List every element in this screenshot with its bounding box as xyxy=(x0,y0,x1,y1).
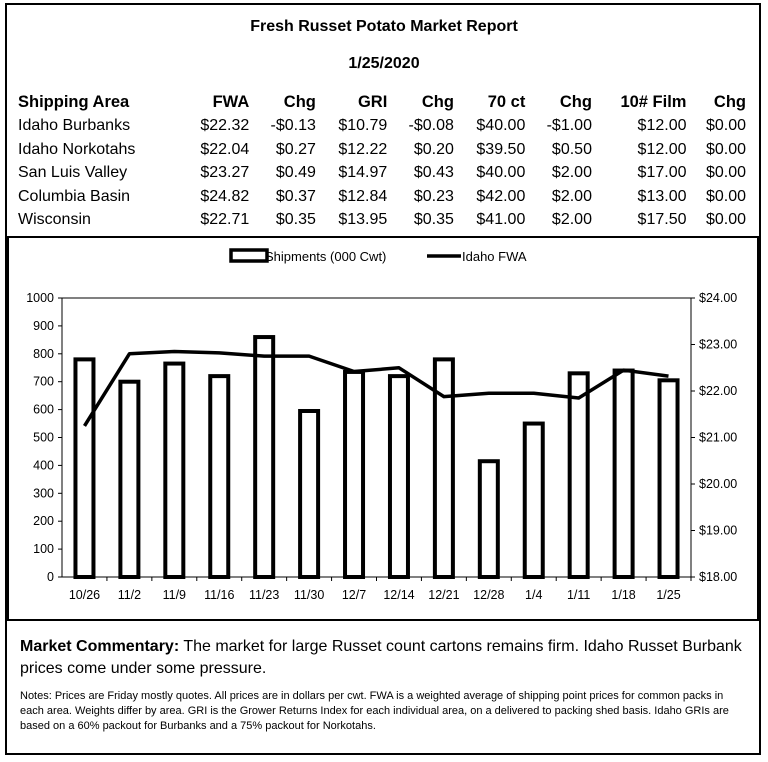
table-cell: Idaho Norkotahs xyxy=(18,140,136,158)
table-cell: Wisconsin xyxy=(18,211,91,229)
shipment-bar xyxy=(165,364,183,577)
x-axis-tick-label: 11/2 xyxy=(117,588,142,602)
table-header-cell: 70 ct xyxy=(487,93,526,112)
shipment-bar xyxy=(120,382,138,577)
table-cell: Idaho Burbanks xyxy=(18,117,131,135)
shipment-bar xyxy=(210,376,228,577)
left-axis-tick-label: 100 xyxy=(33,542,54,557)
table-cell: $0.43 xyxy=(413,164,454,182)
x-axis-tick-label: 11/16 xyxy=(204,588,235,602)
x-axis-tick-label: 12/14 xyxy=(383,588,415,602)
x-axis-tick-label: 1/25 xyxy=(656,588,681,602)
left-axis-tick-label: 900 xyxy=(33,318,54,333)
left-axis-tick-label: 800 xyxy=(33,346,54,361)
table-cell: $2.00 xyxy=(551,187,592,205)
left-axis-tick-label: 1000 xyxy=(26,291,54,305)
right-axis-tick-label: $24.00 xyxy=(699,291,738,305)
table-cell: $0.23 xyxy=(413,187,454,205)
table-row xyxy=(16,185,748,209)
shipment-bar xyxy=(525,424,543,577)
table-cell: $22.32 xyxy=(200,117,250,135)
table-cell: $12.00 xyxy=(637,117,687,135)
x-axis-tick-label: 10/26 xyxy=(68,588,101,602)
table-cell: $0.27 xyxy=(275,140,316,158)
x-axis-tick-label: 1/18 xyxy=(611,588,636,602)
left-axis-tick-label: 300 xyxy=(33,486,54,501)
x-axis-tick-label: 1/4 xyxy=(525,588,543,602)
x-axis-tick-label: 12/21 xyxy=(428,588,460,602)
x-axis-tick-label: 1/11 xyxy=(566,588,591,602)
table-header-cell: Chg xyxy=(713,93,746,112)
table-cell: $24.82 xyxy=(200,187,250,205)
table-cell: $12.84 xyxy=(338,187,388,205)
legend-label-shipments: Shipments (000 Cwt) xyxy=(265,249,387,264)
commentary-label: Market Commentary: xyxy=(20,638,180,655)
table-row xyxy=(16,209,748,233)
report-title: Fresh Russet Potato Market Report xyxy=(250,18,518,35)
right-axis-tick-label: $19.00 xyxy=(699,523,738,538)
shipment-bar xyxy=(255,337,273,577)
table-header-cell: Chg xyxy=(283,93,316,112)
table-cell: San Luis Valley xyxy=(18,164,128,182)
table-cell: $22.04 xyxy=(200,140,250,158)
table-cell: $14.97 xyxy=(338,164,388,182)
table-cell: $17.00 xyxy=(637,164,687,182)
table-row xyxy=(16,138,748,162)
report-date: 1/25/2020 xyxy=(348,55,420,72)
market-commentary xyxy=(20,636,750,680)
chart-panel xyxy=(7,236,759,621)
table-cell: $17.50 xyxy=(637,211,687,229)
table-cell: $2.00 xyxy=(551,164,592,182)
left-axis-tick-label: 700 xyxy=(33,374,54,389)
left-axis-tick-label: 0 xyxy=(47,570,54,584)
table-row xyxy=(16,162,748,186)
table-header-cell: Shipping Area xyxy=(18,93,130,112)
table-header-cell: FWA xyxy=(212,93,250,112)
table-header-cell: GRI xyxy=(357,93,388,112)
table-cell: $39.50 xyxy=(476,140,526,158)
x-axis-tick-label: 12/7 xyxy=(341,588,367,602)
left-axis-tick-label: 500 xyxy=(33,430,54,445)
shipment-bar xyxy=(570,373,588,577)
left-axis-tick-label: 600 xyxy=(33,402,54,417)
table-cell: $41.00 xyxy=(476,211,526,229)
table-cell: $0.00 xyxy=(705,187,746,205)
table-cell: $13.00 xyxy=(637,187,687,205)
right-axis-tick-label: $23.00 xyxy=(699,337,738,352)
table-cell: $42.00 xyxy=(476,187,526,205)
shipments-fwa-chart xyxy=(9,238,757,619)
legend-swatch-shipments xyxy=(231,250,267,261)
legend-label-fwa: Idaho FWA xyxy=(462,249,527,264)
price-table xyxy=(16,91,748,232)
shipment-bar xyxy=(75,359,93,577)
right-axis-tick-label: $18.00 xyxy=(699,570,738,584)
table-cell: -$0.08 xyxy=(408,117,454,135)
table-cell: $0.50 xyxy=(551,140,592,158)
table-row xyxy=(16,115,748,139)
right-axis-tick-label: $20.00 xyxy=(699,477,738,491)
table-cell: $2.00 xyxy=(551,211,592,229)
table-cell: $0.35 xyxy=(413,211,454,229)
price-table-header xyxy=(16,91,748,115)
table-cell: $12.00 xyxy=(637,140,687,158)
table-cell: $40.00 xyxy=(476,117,526,135)
table-cell: $0.20 xyxy=(413,140,454,158)
table-cell: $40.00 xyxy=(476,164,526,182)
table-header-cell: 10# Film xyxy=(620,93,687,112)
table-cell: $0.00 xyxy=(705,140,746,158)
left-axis-tick-label: 400 xyxy=(33,458,54,473)
commentary-text: The market for large Russet count cartons remains firm. Idaho Russet Burbank prices come under some pressure. xyxy=(20,638,742,677)
right-axis-tick-label: $21.00 xyxy=(699,430,738,445)
plot-area xyxy=(62,298,691,577)
table-cell: $13.95 xyxy=(338,211,388,229)
table-cell: $0.35 xyxy=(275,211,316,229)
table-cell: $0.49 xyxy=(275,164,316,182)
report-notes: Notes: Prices are Friday mostly quotes. All prices are in dollars per cwt. FWA is a weighted average of shipping point prices for common packs in each area. Weights differ by area. GRI is the Grower Returns Index for each individual area, on a delivered to packing shed basis. Idaho GRIs are based on a 60% packout for Burbanks and a 75% packout for Norkotahs. xyxy=(20,690,729,732)
x-axis-tick-label: 11/9 xyxy=(162,588,187,602)
shipment-bar xyxy=(615,371,633,577)
table-cell: $0.00 xyxy=(705,117,746,135)
shipment-bar xyxy=(480,461,498,577)
table-cell: $0.00 xyxy=(705,164,746,182)
x-axis-tick-label: 11/23 xyxy=(248,588,280,602)
left-axis-tick-label: 200 xyxy=(33,514,54,529)
table-cell: Columbia Basin xyxy=(18,187,131,205)
shipment-bar xyxy=(345,372,363,577)
right-axis-tick-label: $22.00 xyxy=(699,384,738,398)
table-cell: $0.37 xyxy=(275,187,316,205)
table-cell: $22.71 xyxy=(200,211,250,229)
table-cell: -$1.00 xyxy=(546,117,592,135)
shipment-bar xyxy=(660,380,678,577)
table-cell: -$0.13 xyxy=(270,117,316,135)
shipment-bar xyxy=(300,411,318,577)
table-cell: $10.79 xyxy=(338,117,388,135)
x-axis-tick-label: 12/28 xyxy=(473,588,505,602)
table-header-cell: Chg xyxy=(421,93,454,112)
table-cell: $0.00 xyxy=(705,211,746,229)
price-table-body xyxy=(16,115,748,233)
x-axis-tick-label: 11/30 xyxy=(293,588,325,602)
table-cell: $23.27 xyxy=(200,164,250,182)
table-header-cell: Chg xyxy=(559,93,592,112)
table-cell: $12.22 xyxy=(338,140,388,158)
shipment-bar xyxy=(390,376,408,577)
